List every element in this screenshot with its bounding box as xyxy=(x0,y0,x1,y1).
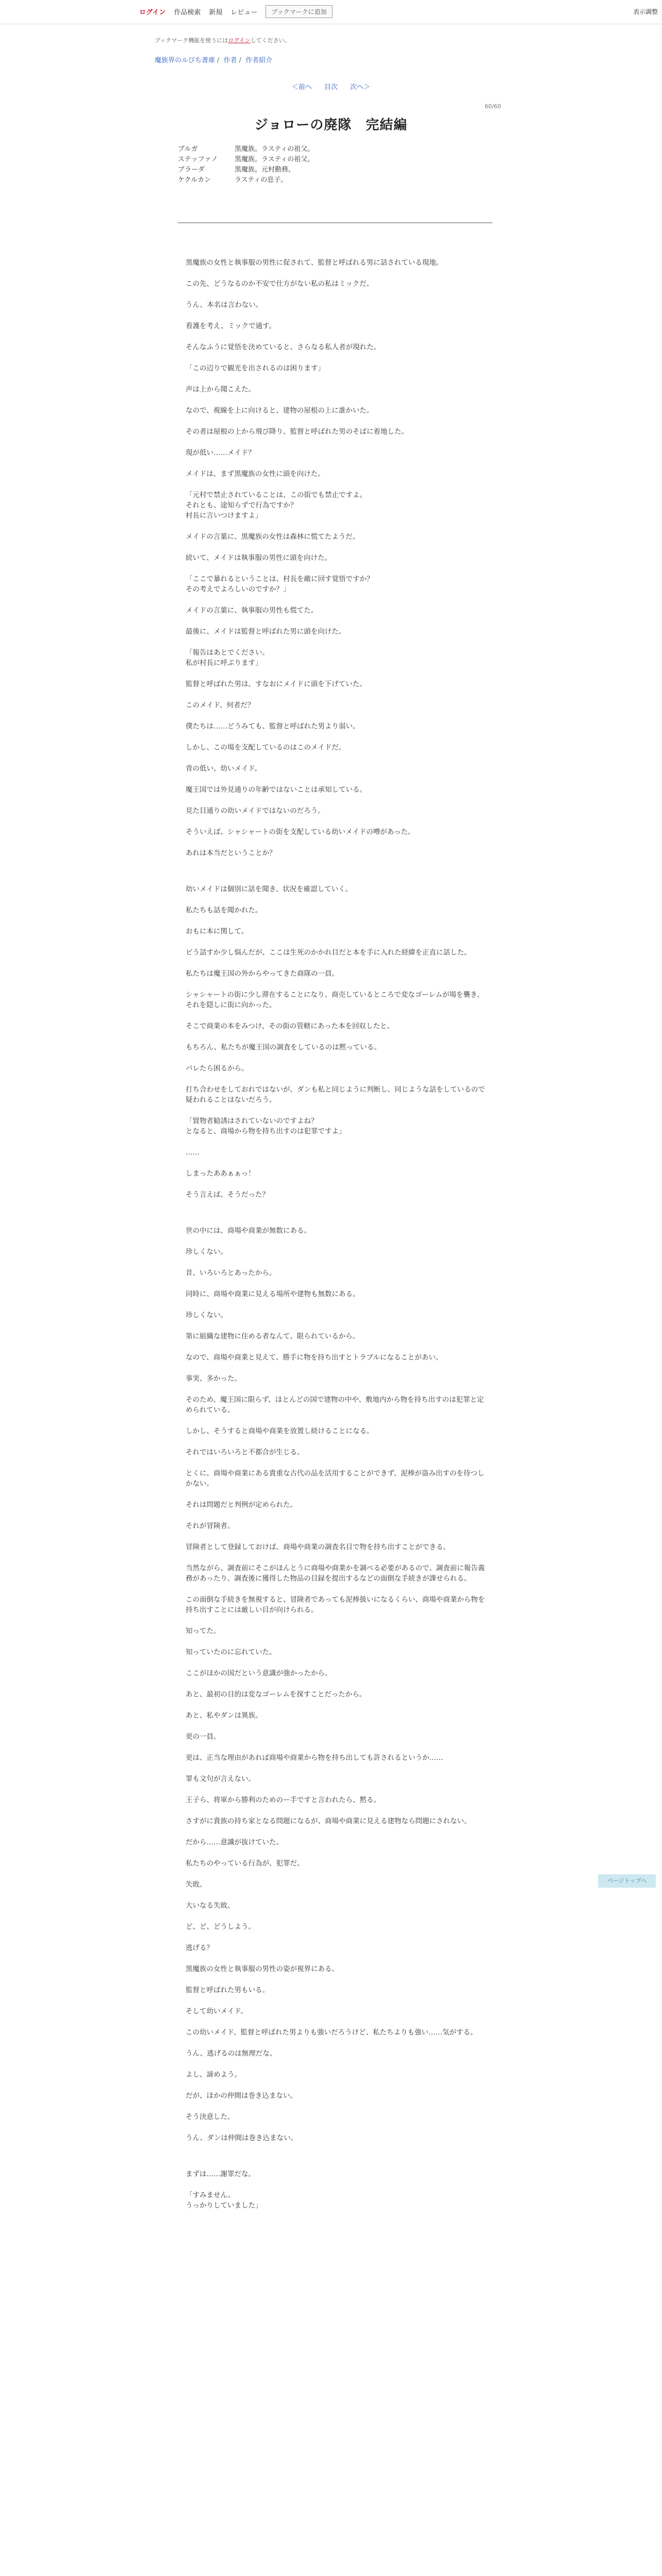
story-paragraph: 知ってた。 xyxy=(186,1627,221,1635)
story-paragraph: それは問題だと判例が定められた。 xyxy=(186,1501,297,1509)
notice-suffix: してください。 xyxy=(250,37,290,44)
story-paragraph: そういえば、シャシャートの街を支配している幼いメイドの噂があった。 xyxy=(186,828,415,836)
story-paragraph: 冒険者として登録しておけば、商場や商業の調査名目で物を持ち出すことができる。 xyxy=(186,1543,450,1551)
cast-list xyxy=(178,144,314,185)
story-paragraph: そこで商業の本をみつけ、その街の管轄にあった本を回収したと。 xyxy=(186,1022,394,1030)
story-paragraph: うん、ダンは仲間は巻き込まない。 xyxy=(186,2134,297,2142)
story-paragraph: 監督と呼ばれた男は、すなおにメイドに頭を下げていた。 xyxy=(186,680,367,688)
breadcrumb: 魔族界のルびち書庫 / 作者 / 作者紹介 xyxy=(155,57,273,64)
story-paragraph: 声は上から聞こえた。 xyxy=(186,385,255,394)
story-paragraph: 背の低い、幼いメイド。 xyxy=(186,765,262,773)
cast-role: 黒魔族。ラスティの祖父。 xyxy=(235,145,315,153)
story-paragraph: 王子ら、将軍から勝利のためのー手ですと言われたら、黙る。 xyxy=(186,1796,380,1804)
story-paragraph: 更は、正当な理由があれば商場や商業から物を持ち出しても許されるというか…… xyxy=(186,1754,443,1762)
story-paragraph: あれは本当だということか？ xyxy=(186,849,276,857)
story-paragraph: 「元村で禁止されていることは、この街でも禁止ですよ。 それとも、途知らずで行為ですか？ 村長に言いつけますよ」 xyxy=(186,491,367,520)
story-paragraph: とくに、商場や商業にある貴重な古代の品を活用することができず、泥棒が盗み出すのを待つしかない。 xyxy=(186,1469,485,1488)
display-settings-link[interactable]: 表示調整 xyxy=(633,8,658,15)
review-link[interactable]: レビュー xyxy=(230,9,258,16)
story-paragraph: ど、ど、どうしよう。 xyxy=(186,1923,255,1931)
story-paragraph: それが冒険者。 xyxy=(186,1522,235,1530)
story-paragraph: この幼いメイド、監督と呼ばれた男よりも強いだろうけど、私たちよりも強い……気がする。 xyxy=(186,2028,477,2037)
story-paragraph: なので、商場や商業と見えて、勝手に物を持ち出すとトラブルになることがあい。 xyxy=(186,1353,443,1362)
story-paragraph: 失敗。 xyxy=(186,1880,207,1889)
story-paragraph: 逃げる？ xyxy=(186,1944,213,1952)
story-paragraph: 魔王国では外見通りの年齢ではないことは承知している。 xyxy=(186,786,367,794)
story-paragraph: 罪も文句が言えない。 xyxy=(186,1775,255,1783)
search-link[interactable]: 作品検索 xyxy=(174,9,201,16)
story-paragraph: うん、本名は言わない。 xyxy=(186,301,263,309)
story-paragraph: 黒魔族の女性と執事服の男性の姿が視界にある。 xyxy=(186,1965,339,1973)
story-paragraph: もちろん、私たちが魔王国の調査をしているのは黙っている。 xyxy=(186,1043,381,1052)
story-paragraph: 「すみません。 うっかりしていました」 xyxy=(186,2191,262,2210)
story-paragraph: 現が低い……メイド？ xyxy=(186,449,255,457)
cast-row xyxy=(178,155,314,165)
story-paragraph: うん、逃げるのは無理だな。 xyxy=(186,2049,277,2058)
top-bar xyxy=(0,0,662,24)
story-paragraph: 第に組織な建物に住める者なんて、限られているから。 xyxy=(186,1332,360,1341)
story-paragraph: バレたら困るから。 xyxy=(186,1064,249,1073)
story-paragraph: 私たちは魔王国の外からやってきた商隊の一員。 xyxy=(186,970,339,978)
top-nav xyxy=(139,5,333,18)
page-title: ジョローの廃隊 完結編 xyxy=(254,117,408,133)
breadcrumb-author-info[interactable]: 作者紹介 xyxy=(245,57,273,64)
cast-row xyxy=(178,175,314,185)
story-paragraph: 続いて、メイドは執事服の男性に頭を向けた。 xyxy=(186,554,332,562)
prev-link[interactable]: ＜前へ xyxy=(291,83,312,91)
breadcrumb-series[interactable]: 魔族界のルびち書庫 xyxy=(155,57,216,64)
story-paragraph: しかし、この場を支配しているのはこのメイドだ。 xyxy=(186,743,346,752)
cast-role: ラスティの息子。 xyxy=(235,176,288,184)
story-paragraph: あと、私やダンは異族。 xyxy=(186,1711,262,1720)
story-paragraph: メイドは、まず黒魔族の女性に頭を向けた。 xyxy=(186,470,325,478)
story-paragraph: 「この辺りで観光を出されるのは困ります」 xyxy=(186,364,325,372)
login-link[interactable]: ログイン xyxy=(139,9,166,16)
story-paragraph: なので、視線を上に向けると、建物の屋根の上に誰かいた。 xyxy=(186,406,374,415)
story-paragraph: 更の一員。 xyxy=(186,1733,221,1741)
story-paragraph: ここがほかの国だという意識が強かったから。 xyxy=(186,1669,332,1677)
cast-name: ステッファノ xyxy=(178,156,218,163)
story-paragraph: まずは……謝罪だな。 xyxy=(186,2170,255,2178)
story-paragraph: 見た目通りの幼いメイドではないのだろう。 xyxy=(186,807,325,815)
story-paragraph: 幼いメイドは個別に話を聞き、状況を確認していく。 xyxy=(186,885,352,893)
story-paragraph: 珍しくない。 xyxy=(186,1248,227,1256)
story-paragraph: シャシャートの街に少し滞在することになり、商売しているところで変なゴーレムが場を襲き、それを隠しに街に向かった。 xyxy=(186,991,484,1009)
story-paragraph: そして幼いメイド。 xyxy=(186,2007,248,2015)
story-paragraph: 珍しくない。 xyxy=(186,1311,227,1319)
story-paragraph: さすがに貴族の持ち家となる問題になるが、商場や商業に見える建物なら問題にされない。 xyxy=(186,1817,471,1825)
story-paragraph: ビう話すか少し悩んだが、ここは生死のかかれ目だと本を手に入れた経緯を正直に話した。 xyxy=(186,948,471,957)
story-paragraph: メイドの言葉に、執事服の男性も慌てた。 xyxy=(186,606,318,615)
notice-prefix: ブックマーク機能を使うには xyxy=(155,37,228,44)
story-paragraph: そう言えば、そうだった？ xyxy=(186,1191,269,1199)
story-paragraph: おもに本に関して。 xyxy=(186,927,249,936)
story-paragraph: そんなふうに覚悟を決めていると、さらなる私人者が現れた。 xyxy=(186,343,380,351)
toc-link[interactable]: 目次 xyxy=(324,83,338,91)
story-paragraph: このメイド、何者だ？ xyxy=(186,701,255,709)
story-paragraph: しかし、そうすると商場や商業を放置し続けることになる。 xyxy=(186,1427,374,1435)
next-link[interactable]: 次へ＞ xyxy=(350,83,371,91)
cast-role: 黒魔族。元村勤務。 xyxy=(235,166,295,174)
story-paragraph: だが、ほかの仲間は巻き込まない。 xyxy=(186,2092,297,2100)
episode-number: 60/60 xyxy=(485,103,501,110)
story-paragraph: 最後に、メイドは監督と呼ばれた男に頭を向けた。 xyxy=(186,628,346,636)
cast-name: ブルガ xyxy=(178,145,198,153)
story-paragraph: 黒魔族の女性と執事服の男性に促されて、監督と呼ばれる男に話されている現地。 xyxy=(186,259,443,267)
story-paragraph: 打ち合わせをしておれではないが、ダンも私と同じように判断し、同じような話をしているので疑われることはないだろう。 xyxy=(186,1086,485,1104)
story-paragraph: …… xyxy=(186,1148,200,1157)
story-paragraph: だから……意識が抜けていた。 xyxy=(186,1838,283,1846)
story-paragraph: この先、どうなるのか不安で仕方がない私の私はミックだ。 xyxy=(186,280,374,288)
cast-row xyxy=(178,165,314,175)
story-paragraph: 「報告はあとでください。 私が村長に呼ぶります」 xyxy=(186,649,269,667)
story-paragraph: そのため、魔王国に限らず、ほとんどの国で建物の中や、敷地内から物を持ち出すのは犯罪と定められている。 xyxy=(186,1396,484,1414)
story-paragraph: 世の中には、商場や商業が無数にある。 xyxy=(186,1227,311,1235)
story-paragraph: 事実、多かった。 xyxy=(186,1375,241,1383)
story-paragraph: その者は屋根の上から飛び降り、監督と呼ばれた男のそばに着地した。 xyxy=(186,428,408,436)
story-paragraph: メイドの言葉に、黒魔族の女性は森林に慌てたようだ。 xyxy=(186,533,360,541)
story-body xyxy=(186,258,487,2222)
story-paragraph: この面倒な手続きを無視すると、冒険者であっても泥棒扱いになるくらい、商場や商業から物を持ち出すことには厳しい目が向けられる。 xyxy=(186,1596,485,1614)
cast-name: ケクルカン xyxy=(178,176,211,184)
login-notice xyxy=(155,36,290,44)
story-paragraph: 昔、いろいろとあったから。 xyxy=(186,1269,276,1277)
story-paragraph: 僕たちは……どうみても、監督と呼ばれた男より弱い。 xyxy=(186,722,360,731)
story-paragraph: それではいろいろと不都合が生じる。 xyxy=(186,1448,304,1456)
story-paragraph: 「ここで暴れるということは、村長を敵に回す覚悟ですか？ その考えでよろしいのですか？」 xyxy=(186,575,374,594)
story-paragraph: 私たちも話を聞かれた。 xyxy=(186,906,262,914)
story-paragraph: 看護を考え、ミックで通す。 xyxy=(186,322,276,330)
story-paragraph: 同時に、商場や商業に見える場所や建物も無数にある。 xyxy=(186,1290,360,1298)
story-paragraph: 「貿物者勧誘はされていないのですよね？ となると、商場から物を持ち出すのは犯罪ですよ」 xyxy=(186,1117,346,1136)
story-paragraph: 私たちのやっている行為が、犯罪だ。 xyxy=(186,1859,304,1868)
story-paragraph: あと、最初の目的は変なゴーレムを探すことだったから。 xyxy=(186,1690,367,1699)
cast-name: ブラーダ xyxy=(178,166,205,174)
story-paragraph: よし、諦めよう。 xyxy=(186,2071,241,2079)
cast-role: 黒魔族。ラスティの祖父。 xyxy=(235,156,315,163)
page-top-button[interactable]: ページトップへ xyxy=(598,1874,656,1888)
bookmark-button[interactable]: ブックマークに追加 xyxy=(266,5,332,18)
story-paragraph: しまったああぁぁっ！ xyxy=(186,1170,255,1178)
cast-row xyxy=(178,144,314,155)
new-link[interactable]: 新規 xyxy=(209,9,223,16)
story-paragraph: 当然ながら、調査前にそこがほんとうに商場や商業かを調べる必要があるので、調査前に報告義務があったり、調査後に獲得した物品の目録を提出するなどの面倒な手続きが課せられる。 xyxy=(186,1564,485,1583)
story-paragraph: 監督と呼ばれた男もいる。 xyxy=(186,1986,269,1994)
story-paragraph: そう決意した。 xyxy=(186,2113,235,2121)
story-paragraph: 大いなる失敗。 xyxy=(186,1902,235,1910)
story-paragraph: 知っていたのに忘れていた。 xyxy=(186,1648,276,1656)
notice-login-link[interactable]: ログイン xyxy=(228,37,251,44)
episode-pager xyxy=(0,81,662,91)
breadcrumb-author[interactable]: 作者 xyxy=(223,57,237,64)
